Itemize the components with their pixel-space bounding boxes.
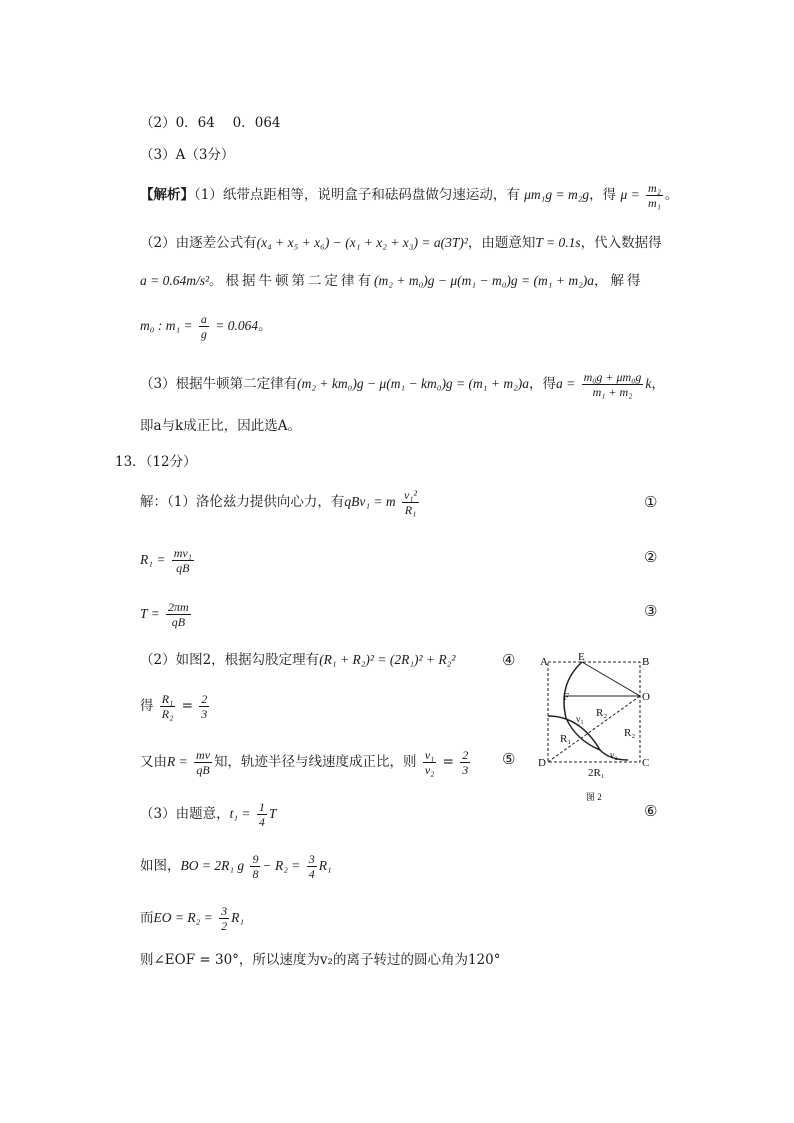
label-C: C [642,757,650,769]
analysis-1: 【解析】（1）纸带点距相等，说明盒子和砝码盘做匀速运动，有 μm₁g = m₂g，得 μ = $\frac{\text{m₂}}{\text{m₁}}$ 。 [140,181,679,210]
fraction: $\frac{9}{8}$ [252,852,259,881]
solution-3: （3）由题意，t₁ = $\frac{1}{4}$ T [140,800,277,829]
label-v1: v₁ [576,714,584,724]
question-number: 13．（12分） [115,454,197,470]
label-R1: R₁ [560,733,572,745]
marker-2: ② [644,548,658,566]
marker-4: ④ [502,651,516,669]
figure-caption: 图 2 [586,792,602,802]
analysis-2-line1: （2）由逐差公式有(x₄ + x₅ + x₆) − (x₁ + x₂ + x₃) = a(3T)²，由题意知T = 0.1s，代入数据得 [140,235,662,251]
analysis-3-line1: （3）根据牛顿第二定律有(m₂ + km₀)g − μ(m₁ − km₀)g = (m₁ + m₂)a，得a = $\frac{\text{m₀g + μm₀g}}{\text{m₁ + m₂}}$ k， [140,370,665,399]
answer-3: （3）A（3分） [140,147,235,163]
label-R2: R₂ [596,707,608,719]
label-v2: v₂ [610,750,618,760]
fraction: $\frac{2}{3}$ [462,748,469,777]
marker-3: ③ [644,602,658,620]
analysis-2-line3: m₀ : m₁ = $\frac{a}{g}$ = 0.064。 [140,312,272,341]
marker-1: ① [644,493,658,511]
equation-EO: 而EO = R₂ = $\frac{3}{2}$ R₁ [140,904,245,933]
solution-velocity: 又由R = $\frac{mv}{qB}$ 知，轨迹半径与线速度成正比，则 $\frac{\text{v₁}}{\text{v₂}}$ = $\frac{2}{3}$ [140,748,469,777]
ratio-result: 得 $\frac{\text{R₁}}{\text{R₂}}$ = $\frac{2}{3}$ [140,692,208,721]
equation-R1: R₁ = $\frac{\text{mv₁}}{qB}$ [140,546,192,575]
fraction: $\frac{3}{2}$ [221,904,228,933]
equation-T: T = $\frac{2\pi m}{qB}$ [140,600,189,629]
label-B: B [642,656,650,668]
fraction: $\frac{\text{m₂}}{\text{m₁}}$ [648,181,661,210]
analysis-2-line2: a = 0.64m/s²。根据牛顿第二定律有(m₂ + m₀)g − μ(m₁ − m₀)g = (m₁ + m₂)a，解得 [140,273,644,289]
fraction: $\frac{\text{R₁}}{\text{R₂}}$ [161,692,174,721]
figure-2-diagram [530,650,660,810]
equation: μm₁g = m₂g [524,187,590,202]
marker-6: ⑥ [644,802,658,820]
radius-line [582,662,640,696]
equation-BO: 如图，BO = 2R₁ g $\frac{9}{8}$ − R₂ = $\frac{3}{4}$ R₁ [140,852,332,881]
fraction: $\frac{2\pi m}{qB}$ [168,600,189,629]
fraction: $\frac{\text{v₁²}}{\text{R₁}}$ [403,488,418,517]
fraction: $\frac{3}{4}$ [308,852,315,881]
label-F: F [563,691,570,703]
fraction: $\frac{\text{m₀g + μm₀g}}{\text{m₁ + m₂}}$ [583,370,642,399]
fraction: $\frac{a}{g}$ [200,312,207,341]
solution-1: 解：（1）洛伦兹力提供向心力，有qBv₁ = m $\frac{\text{v₁²}}{\text{R₁}}$ [140,488,418,517]
analysis-tag: 【解析】 [140,187,194,203]
answer-2: （2）0．64 0．064 [140,115,281,131]
fraction: $\frac{1}{4}$ [258,800,265,829]
label-O: O [642,691,650,703]
label-D: D [538,757,546,769]
conclusion: 则∠EOF = 30°，所以速度为v₂的离子转过的圆心角为120° [140,952,501,968]
label-E: E [578,651,585,663]
analysis-3-line2: 即a与k成正比，因此选A。 [140,418,301,434]
label-A: A [540,656,548,668]
label-2R1: 2R₁ [588,767,605,779]
fraction: $\frac{mv}{qB}$ [196,748,211,777]
fraction: $\frac{\text{mv₁}}{qB}$ [173,546,192,575]
label-R2b: R₂ [624,727,636,739]
fraction: $\frac{2}{3}$ [201,692,208,721]
fraction: $\frac{\text{v₁}}{\text{v₂}}$ [424,748,435,777]
marker-5: ⑤ [502,750,516,768]
solution-2: （2）如图2，根据勾股定理有(R₁ + R₂)² = (2R₁)² + R₂² [140,652,456,668]
